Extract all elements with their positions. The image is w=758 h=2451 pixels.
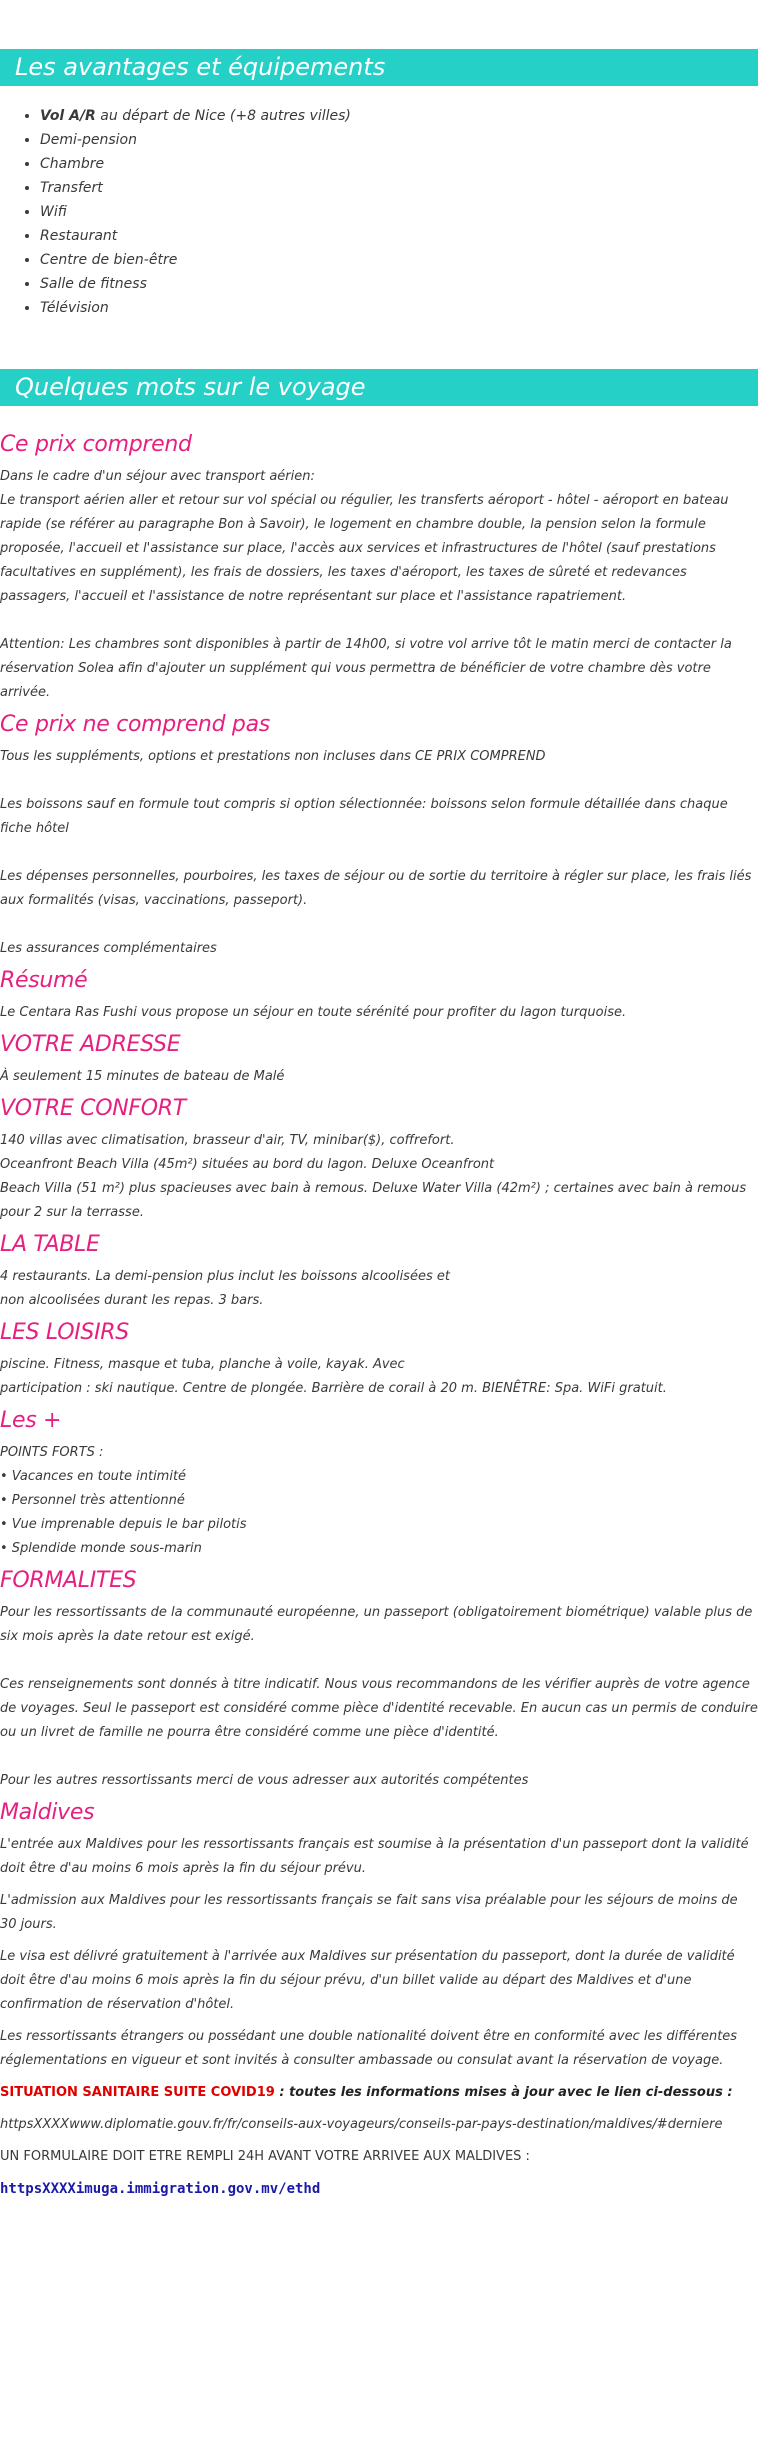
maldives-2: L'admission aux Maldives pour les ressortissants français se fait sans visa préalable pour les séjours de moins de 30 jours.	[0, 1893, 738, 1932]
heading-table: LA TABLE	[0, 1232, 100, 1257]
feature-item: • Wifi	[40, 200, 351, 224]
non-compris-4: Les assurances complémentaires	[0, 941, 217, 956]
feature-item: • Vol A/R au départ de Nice (+8 autres villes)	[40, 104, 351, 128]
heading-adresse: VOTRE ADRESSE	[0, 1032, 181, 1057]
non-compris-1: Tous les suppléments, options et prestations non incluses dans CE PRIX COMPREND	[0, 749, 546, 764]
feature-item: • Transfert	[40, 176, 351, 200]
imuga-link[interactable]: httpsXXXXimuga.immigration.gov.mv/ethd	[0, 2181, 321, 2197]
non-compris-2: Les boissons sauf en formule tout compris si option sélectionnée: boissons selon formule détaillée dans chaque fiche hôtel	[0, 797, 728, 836]
feature-item: • Demi-pension	[40, 128, 351, 152]
heading-prix-ne-comprend-pas: Ce prix ne comprend pas	[0, 712, 270, 737]
heading-confort: VOTRE CONFORT	[0, 1096, 186, 1121]
prix-comprend-text: Dans le cadre d'un séjour avec transport aérien: Le transport aérien aller et retour sur vol spécial ou régulier, les transferts aéroport - hôtel - aéroport en bateau rapide (se référer au paragraphe Bon à Savoir), le logement en chambre double, la pension selon la formule proposée, l'accueil et l'assistance sur place, l'accès aux services et infrastructures de l'hôtel (sauf prestations facultatives en supplément), les frais de dossiers, les taxes d'aéroport, les taxes de sûreté et redevances passagers, l'accueil et l'assistance de notre représentant sur place et l'assistance rapatriement.	[0, 469, 729, 604]
maldives-3: Le visa est délivré gratuitement à l'arrivée aux Maldives sur présentation du passeport, dont la durée de validité doit être d'au moins 6 mois après la fin du séjour prévu, d'un billet valide au départ des Maldives et d'une confirmation de réservation d'hôtel.	[0, 1949, 735, 2012]
feature-item: • Centre de bien-être	[40, 248, 351, 272]
resume-text: Le Centara Ras Fushi vous propose un séjour en toute sérénité pour profiter du lagon turquoise.	[0, 1005, 627, 1020]
covid-line	[0, 2081, 758, 2105]
prix-comprend-attention: Attention: Les chambres sont disponibles à partir de 14h00, si votre vol arrive tôt le matin merci de contacter la réservation Solea afin d'ajouter un supplément qui vous permettra de bénéficier de votre chambre dès votre arrivée.	[0, 637, 732, 700]
confort-text: 140 villas avec climatisation, brasseur d'air, TV, minibar($), coffrefort. Oceanfront Beach Villa (45m²) situées au bord du lagon. Deluxe Oceanfront Beach Villa (51 m²) plus spacieuses avec bain à remous. Deluxe Water Villa (42m²) ; certaines avec bain à remous pour 2 sur la terrasse.	[0, 1133, 747, 1220]
voyage-content	[0, 425, 758, 2202]
voyage-banner: Quelques mots sur le voyage	[0, 369, 758, 406]
feature-item: • Chambre	[40, 152, 351, 176]
table-text: 4 restaurants. La demi-pension plus inclut les boissons alcoolisées et non alcoolisées durant les repas. 3 bars.	[0, 1269, 450, 1308]
maldives-1: L'entrée aux Maldives pour les ressortissants français est soumise à la présentation d'un passeport dont la validité doit être d'au moins 6 mois après la fin du séjour prévu.	[0, 1837, 749, 1876]
feature-item: • Salle de fitness	[40, 272, 351, 296]
features-list	[0, 104, 351, 320]
feature-item: • Télévision	[40, 296, 351, 320]
heading-loisirs: LES LOISIRS	[0, 1320, 129, 1345]
feature-item: • Restaurant	[40, 224, 351, 248]
heading-prix-comprend: Ce prix comprend	[0, 432, 192, 457]
adresse-text: À seulement 15 minutes de bateau de Malé	[0, 1069, 285, 1084]
points-forts-text: POINTS FORTS : • Vacances en toute intimité • Personnel très attentionné • Vue imprenable depuis le bar pilotis • Splendide monde sous-marin	[0, 1445, 247, 1556]
non-compris-3: Les dépenses personnelles, pourboires, les taxes de séjour ou de sortie du territoire à régler sur place, les frais liés aux formalités (visas, vaccinations, passeport).	[0, 869, 752, 908]
formalites-2: Ces renseignements sont donnés à titre indicatif. Nous vous recommandons de les vérifier auprès de votre agence de voyages. Seul le passeport est considéré comme pièce d'identité recevable. En aucun cas un permis de conduire ou un livret de famille ne pourra être considéré comme une pièce d'identité.	[0, 1677, 758, 1740]
heading-maldives: Maldives	[0, 1800, 95, 1825]
covid-label: SITUATION SANITAIRE SUITE COVID19	[0, 2085, 275, 2100]
covid-info: : toutes les informations mises à jour avec le lien ci-dessous :	[274, 2085, 733, 2100]
maldives-4: Les ressortissants étrangers ou possédant une double nationalité doivent être en conformité avec les différentes réglementations en vigueur et sont invités à consulter ambassade ou consulat avant la réservation de voyage.	[0, 2029, 738, 2068]
heading-formalites: FORMALITES	[0, 1568, 137, 1593]
heading-les-plus: Les +	[0, 1408, 62, 1433]
formalites-3: Pour les autres ressortissants merci de vous adresser aux autorités compétentes	[0, 1773, 529, 1788]
features-banner: Les avantages et équipements	[0, 49, 758, 86]
diplomatie-link[interactable]: httpsXXXXwww.diplomatie.gouv.fr/fr/conseils-aux-voyageurs/conseils-par-pays-destination/maldives/#derniere	[0, 2117, 723, 2132]
formulaire-text: UN FORMULAIRE DOIT ETRE REMPLI 24H AVANT VOTRE ARRIVEE AUX MALDIVES :	[0, 2149, 530, 2164]
heading-resume: Résumé	[0, 968, 88, 993]
loisirs-text: piscine. Fitness, masque et tuba, planche à voile, kayak. Avec participation : ski nautique. Centre de plongée. Barrière de corail à 20 m. BIENÊTRE: Spa. WiFi gratuit.	[0, 1357, 667, 1396]
formalites-1: Pour les ressortissants de la communauté européenne, un passeport (obligatoirement biométrique) valable plus de six mois après la date retour est exigé.	[0, 1605, 753, 1644]
